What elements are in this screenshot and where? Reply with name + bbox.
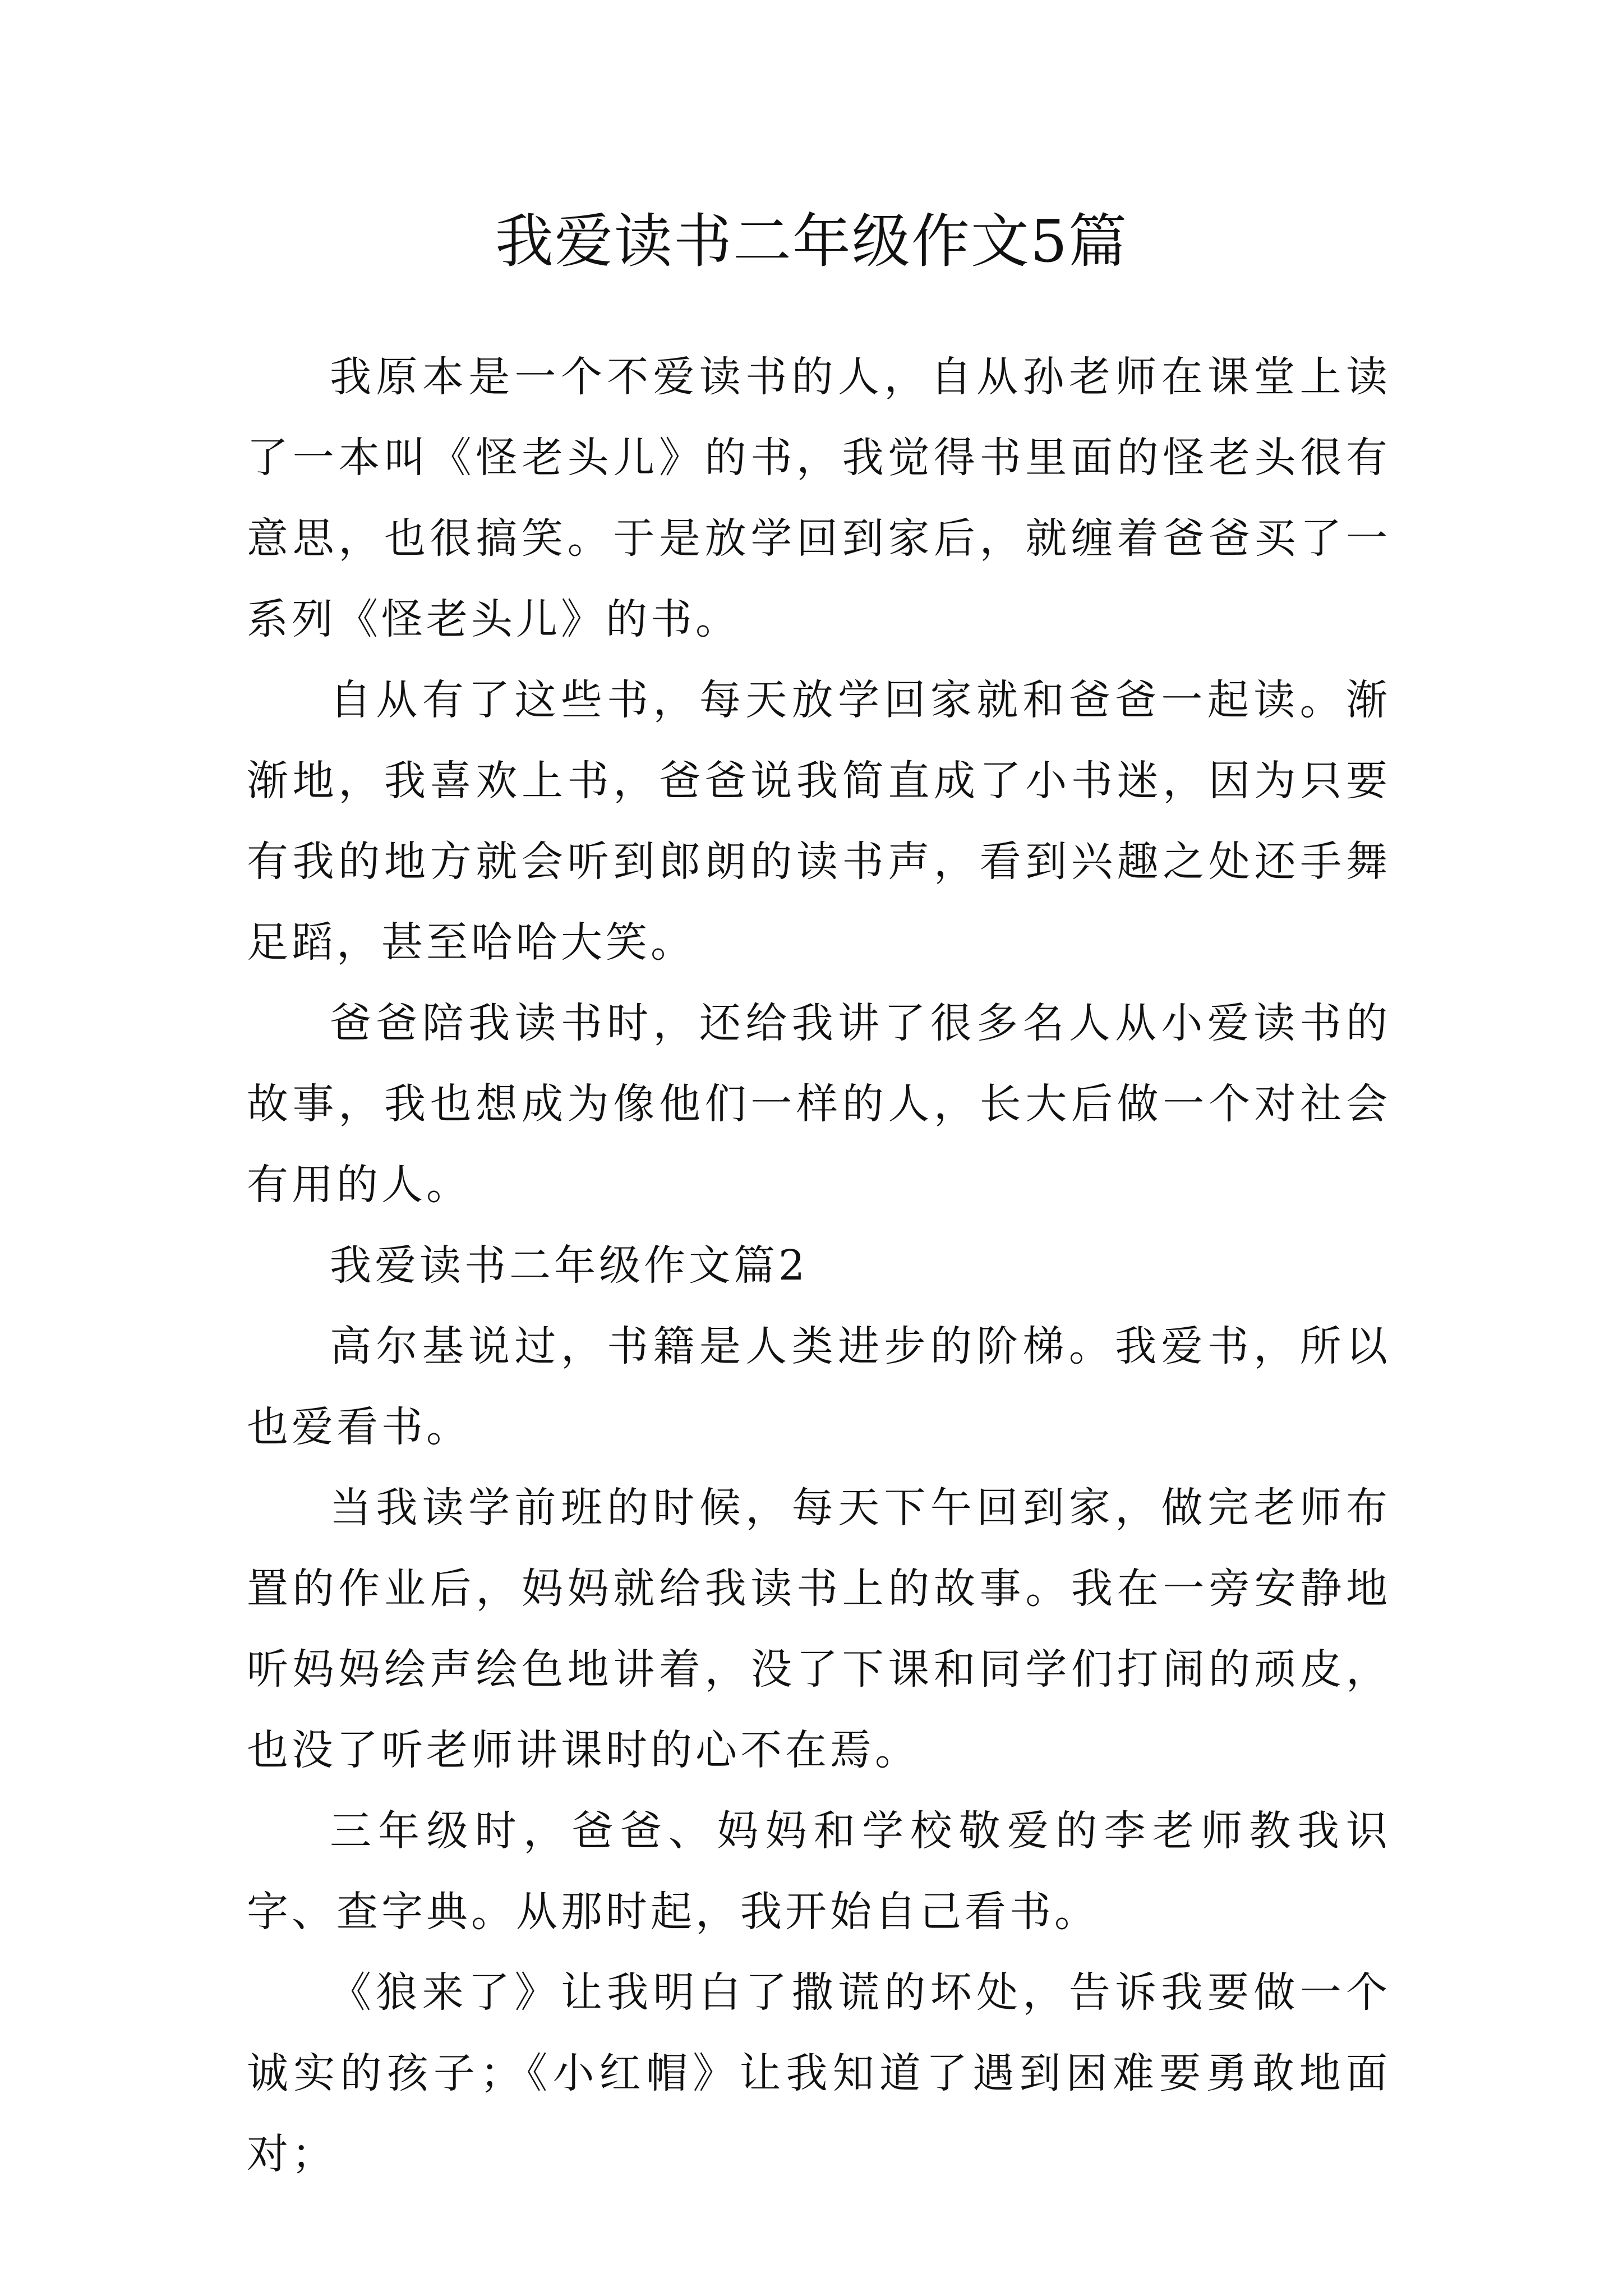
paragraph-3: 爸爸陪我读书时，还给我讲了很多名人从小爱读书的故事，我也想成为像他们一样的人，长大后做一个对社会有用的人。 [247,999,1391,1209]
section-heading-2: 我爱读书二年级作文篇2 [330,1241,809,1290]
paragraph-6: 三年级时，爸爸、妈妈和学校敬爱的李老师教我识字、查字典。从那时起，我开始自己看书。 [247,1807,1391,1936]
document-title: 我爱读书二年级作文5篇 [495,207,1128,275]
paragraph-2: 自从有了这些书，每天放学回家就和爸爸一起读。渐渐地，我喜欢上书，爸爸说我简直成了小书迷，因为只要有我的地方就会听到郎朗的读书声，看到兴趣之处还手舞足蹈，甚至哈哈大笑。 [247,676,1391,967]
paragraph-4: 高尔基说过，书籍是人类进步的阶梯。我爱书，所以也爱看书。 [247,1322,1391,1451]
document-body [247,337,1391,2194]
paragraph-7: 《狼来了》让我明白了撒谎的坏处，告诉我要做一个诚实的孩子；《小红帽》让我知道了遇到困难要勇敢地面对； [247,1968,1391,2178]
paragraph-5: 当我读学前班的时候，每天下午回到家，做完老师布置的作业后，妈妈就给我读书上的故事。我在一旁安静地听妈妈绘声绘色地讲着，没了下课和同学们打闹的顽皮，也没了听老师讲课时的心不在焉。 [247,1484,1391,1774]
paragraph-1: 我原本是一个不爱读书的人，自从孙老师在课堂上读了一本叫《怪老头儿》的书，我觉得书里面的怪老头很有意思，也很搞笑。于是放学回到家后，就缠着爸爸买了一系列《怪老头儿》的书。 [247,353,1391,643]
